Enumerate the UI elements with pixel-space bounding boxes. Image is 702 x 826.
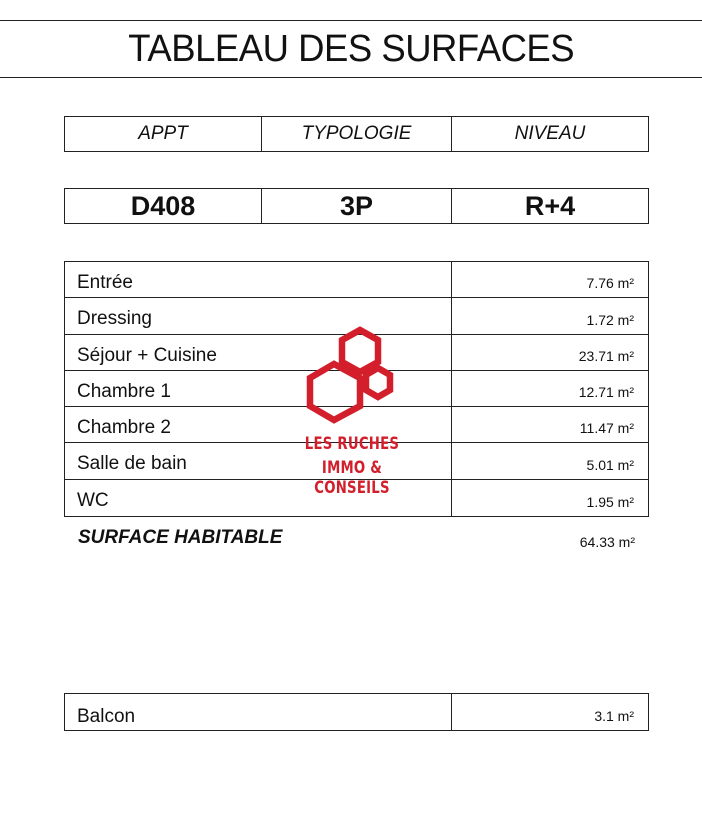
watermark-line1: LES RUCHES: [304, 434, 400, 454]
value-niveau: R+4: [524, 190, 576, 221]
room-area: 12.71 m²: [578, 384, 634, 401]
room-area: 1.72 m²: [586, 311, 634, 328]
header-values-row: [64, 188, 649, 224]
label-typologie: TYPOLOGIE: [262, 117, 452, 151]
room-name: Chambre 2: [65, 407, 452, 442]
table-row: [65, 407, 648, 443]
room-name: WC: [65, 480, 452, 516]
room-area: 1.95 m²: [586, 494, 634, 511]
surfaces-table: [64, 261, 649, 517]
label-appt: APPT: [65, 117, 262, 151]
table-row: [65, 298, 648, 334]
table-row: [65, 262, 648, 298]
table-row: [65, 480, 648, 516]
total-area: 64.33 m²: [579, 534, 635, 550]
room-name: Salle de bain: [65, 443, 452, 478]
table-row: [65, 443, 648, 479]
room-area: 23.71 m²: [578, 347, 634, 364]
room-name: Entrée: [65, 262, 452, 297]
room-name: Séjour + Cuisine: [65, 335, 452, 370]
table-row: [65, 371, 648, 407]
value-typologie: 3P: [262, 189, 452, 223]
total-row: [64, 527, 649, 557]
page-title: TABLEAU DES SURFACES: [128, 27, 574, 70]
room-area: 11.47 m²: [579, 420, 634, 437]
room-area: 5.01 m²: [586, 456, 634, 473]
room-area: 7.76 m²: [586, 275, 634, 292]
value-appt: D408: [65, 189, 262, 223]
room-name: Chambre 1: [65, 371, 452, 406]
watermark-line2: IMMO & CONSEILS: [314, 458, 390, 498]
exterior-area: 3.1 m²: [594, 708, 634, 724]
label-niveau: NIVEAU: [514, 123, 586, 144]
exterior-name: Balcon: [65, 694, 452, 730]
header-labels-row: [64, 116, 649, 152]
total-label: SURFACE HABITABLE: [78, 527, 283, 548]
balcon-row: [64, 693, 649, 731]
table-row: [65, 335, 648, 371]
title-bar: [0, 20, 702, 78]
room-name: Dressing: [65, 298, 452, 333]
